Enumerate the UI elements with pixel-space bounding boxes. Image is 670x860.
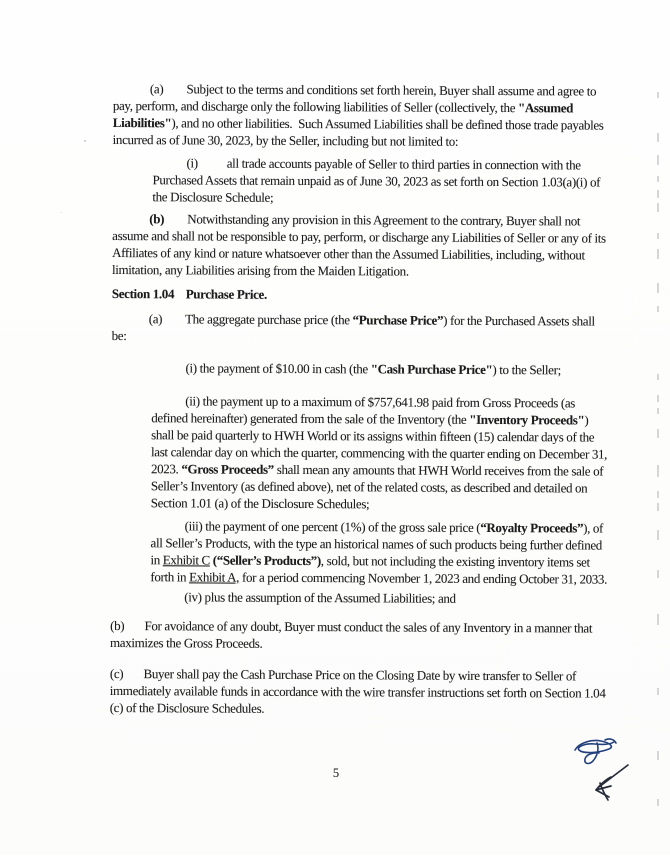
clause-a-ii-inventory-proceeds: (ii) the payment up to a maximum of $757,641.98 paid from Gross Proceeds (as defined hereinafter) generated from the sale of the Inventory (the "Inventory Proceeds") shall be paid quarterly to HWH World or its assigns within fifteen (15) calendar days of the last calendar day on which the quarter, commencing with the quarter ending on December 31, 2023. “Gross Proceeds” shall mean any amounts that HWH World receives from the sale of Seller’s Inventory (as defined above), net of the related costs, as described and detailed on Section 1.01 (a) of the Disclosure Schedules; [150, 393, 611, 512]
handwritten-k-mark [587, 762, 633, 809]
scan-speck [84, 140, 86, 142]
clause-c-wire-transfer: (c) Buyer shall pay the Cash Purchase Price on the Closing Date by wire transfer to Seller of immediately available funds in accordance with the wire transfer instructions set forth on Section 1.04 (c) of the Disclosure Schedules. [109, 665, 609, 716]
page-number: 5 [332, 766, 340, 780]
clause-b-maximize-gross-proceeds: (b) For avoidance of any doubt, Buyer must conduct the sales of any Inventory in a manner that maximizes the Gross Proceeds. [110, 617, 596, 651]
clause-a-i-cash-purchase-price: (i) the payment of $10.00 in cash (the "Cash Purchase Price") to the Seller; [185, 360, 561, 378]
clause-b-no-other-liabilities: (b) Notwithstanding any provision in this Agreement to the contrary, Buyer shall not assume and shall not be responsible to pay, perform, or discharge any Liabilities of Seller or any of its Affiliates of any kind or nature whatsoever other than the Assumed Liabilities, including, without limitation, any Liabilities arising from the Maiden Litigation. [111, 211, 608, 279]
clause-a-iii-royalty-proceeds: (iii) the payment of one percent (1%) of the gross sale price (“Royalty Proceeds”), of all Seller’s Products, with the type an historical names of such products being further defined in Exhibit C (“Seller’s Products”), sold, but not including the existing inventory items set forth in Exhibit A, for a period commencing November 1, 2023 and ending October 31, 2033. [150, 518, 608, 587]
scan-speck [60, 212, 62, 213]
clause-a-assumed-liabilities: (a) Subject to the terms and conditions set forth herein, Buyer shall assume and agree to pay, perform, and discharge only the following liabilities of Seller (collectively, the "Assumed Liabilities"), and no other liabilities. Such Assumed Liabilities shall be defined those trade payables incurred as of June 30, 2023, by the Seller, including but not limited to: [112, 81, 607, 149]
clause-a-iv-assumption: (iv) plus the assumption of the Assumed Liabilities; and [184, 589, 456, 606]
clause-a-purchase-price: (a) The aggregate purchase price (the “Purchase Price”) for the Purchased Assets shall be: [111, 311, 598, 344]
section-1-04-heading: Section 1.04 Purchase Price. [111, 285, 267, 302]
document-body [110, 80, 613, 719]
page-edge-scan-artifacts [654, 0, 662, 860]
clause-a-i-trade-payables: (i) all trade accounts payable of Seller to third parties in connection with the Purchased Assets that remain unpaid as of June 30, 2023 as set forth on Section 1.03(a)(i) of the Disclosure Schedule; [152, 155, 604, 205]
